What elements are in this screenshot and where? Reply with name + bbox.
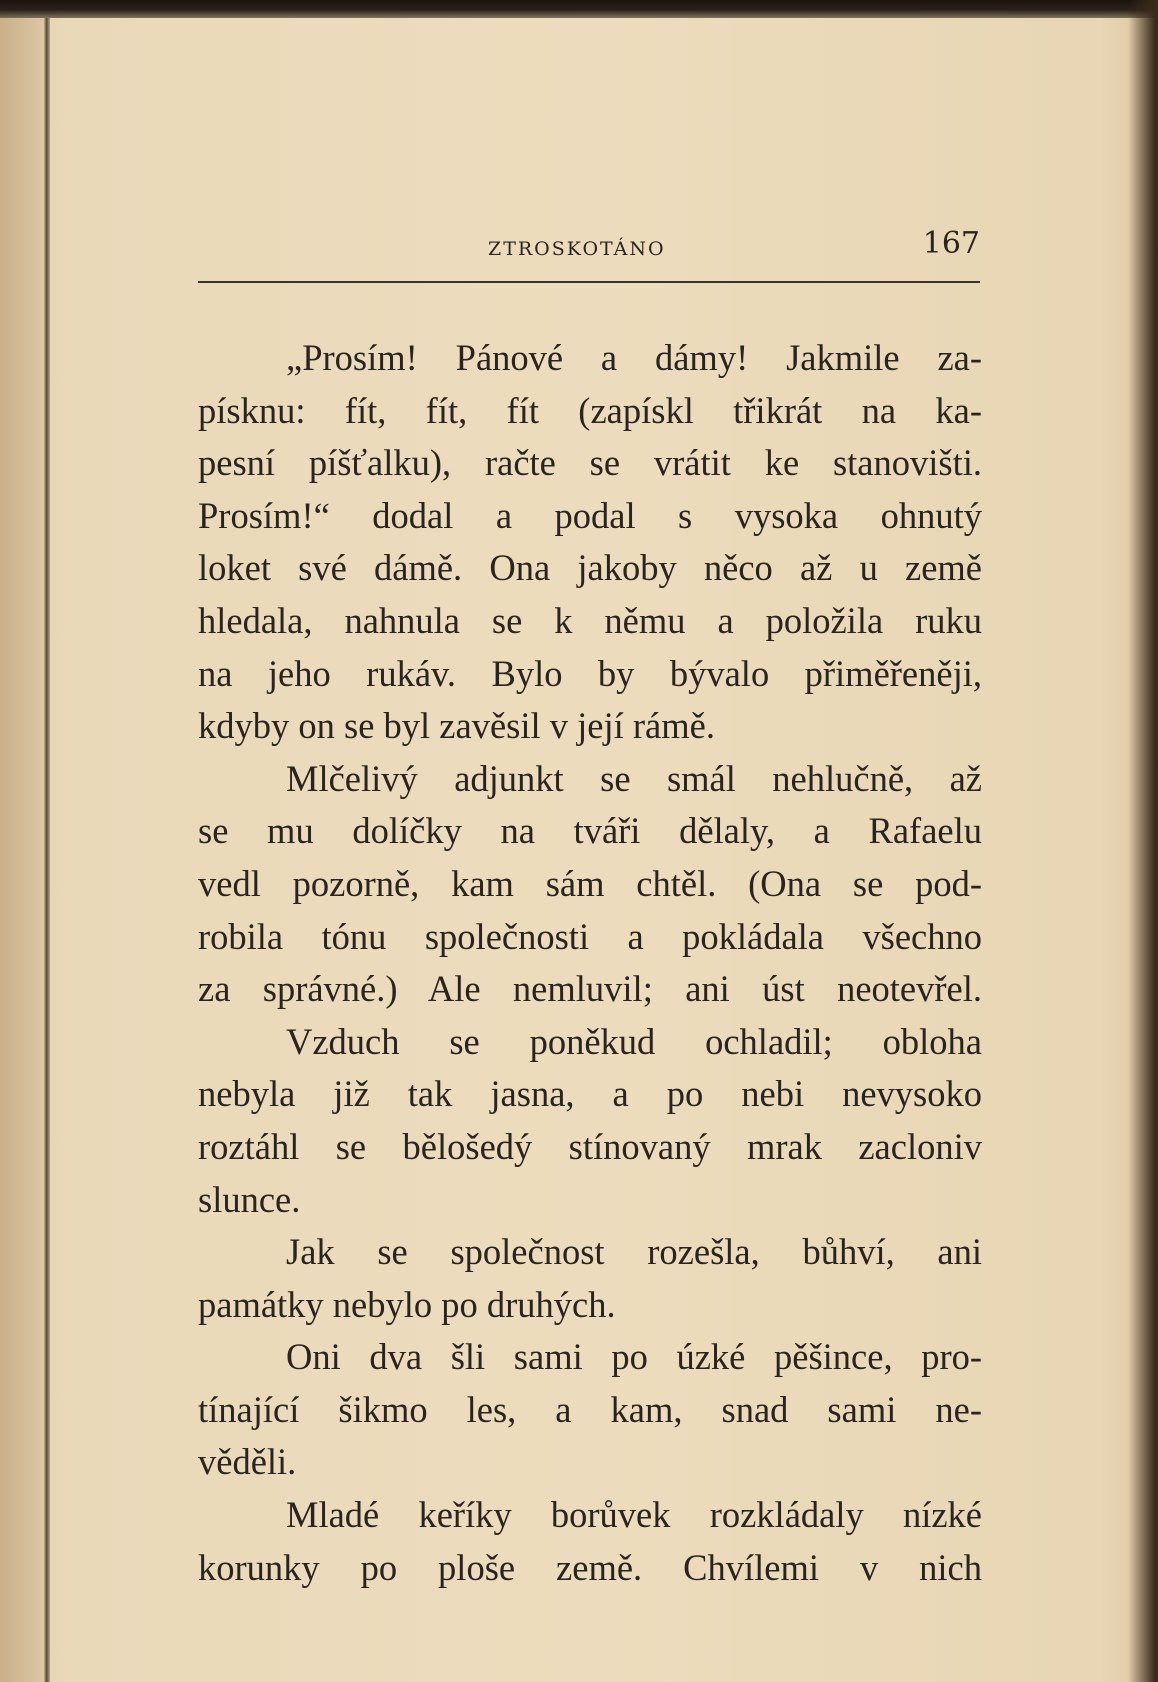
text-line: Mladé keříky borůvek rozkládaly nízké <box>286 1494 982 1536</box>
text-line: věděli. <box>198 1441 297 1483</box>
text-line: se mu dolíčky na tváři dělaly, a Rafaelu <box>198 810 982 852</box>
text-line: Mlčelivý adjunkt se smál nehlučně, až <box>286 757 982 799</box>
text-line: vedl pozorně, kam sám chtěl. (Ona se pod- <box>198 862 982 904</box>
text-line: písknu: fít, fít, fít (zapískl třikrát na ka- <box>198 389 982 431</box>
text-line: nebyla již tak jasna, a po nebi nevysoko <box>198 1073 982 1115</box>
text-line: hledala, nahnula se k němu a položila ruku <box>198 599 982 641</box>
text-line: kdyby on se byl zavěsil v její rámě. <box>198 705 715 747</box>
header-rule <box>198 281 980 283</box>
page-number: 167 <box>922 226 980 261</box>
text-line: tínající šikmo les, a kam, snad sami ne- <box>198 1388 982 1430</box>
page-right-edge <box>1128 0 1158 1682</box>
text-line: robila tónu společnosti a pokládala všechno <box>198 915 982 957</box>
paragraph <box>198 753 982 1016</box>
running-title: ZTROSKOTÁNO <box>488 238 666 260</box>
text-line: Jak se společnost rozešla, bůhví, ani <box>286 1231 982 1273</box>
paragraph <box>198 332 982 753</box>
paragraph <box>198 1489 982 1594</box>
spine-fold-line <box>44 18 50 1682</box>
text-line: Vzduch se poněkud ochladil; obloha <box>286 1020 982 1062</box>
paragraph <box>198 1226 982 1331</box>
text-line: loket své dámě. Ona jakoby něco až u země <box>198 547 982 589</box>
text-line: na jeho rukáv. Bylo by bývalo přiměřeněji, <box>198 652 982 694</box>
paragraph <box>198 1016 982 1226</box>
paragraph <box>198 1331 982 1489</box>
text-line: „Prosím! Pánové a dámy! Jakmile za- <box>286 337 982 378</box>
text-line: Prosím!“ dodal a podal s vysoka ohnutý <box>198 494 982 536</box>
page-header <box>198 226 980 266</box>
text-line: pesní píšťalku), račte se vrátit ke stanovišti. <box>198 442 982 484</box>
text-line: památky nebylo po druhých. <box>198 1283 616 1325</box>
body-text <box>198 332 982 1594</box>
text-line: za správné.) Ale nemluvil; ani úst neotevřel. <box>198 968 982 1010</box>
text-line: roztáhl se bělošedý stínovaný mrak zacloniv <box>198 1125 982 1167</box>
page-top-edge <box>0 0 1158 18</box>
text-line: korunky po ploše země. Chvílemi v nich <box>198 1546 982 1588</box>
spine-shadow <box>0 18 44 1682</box>
text-line: Oni dva šli sami po úzké pěšince, pro- <box>286 1336 982 1378</box>
text-line: slunce. <box>198 1178 301 1220</box>
